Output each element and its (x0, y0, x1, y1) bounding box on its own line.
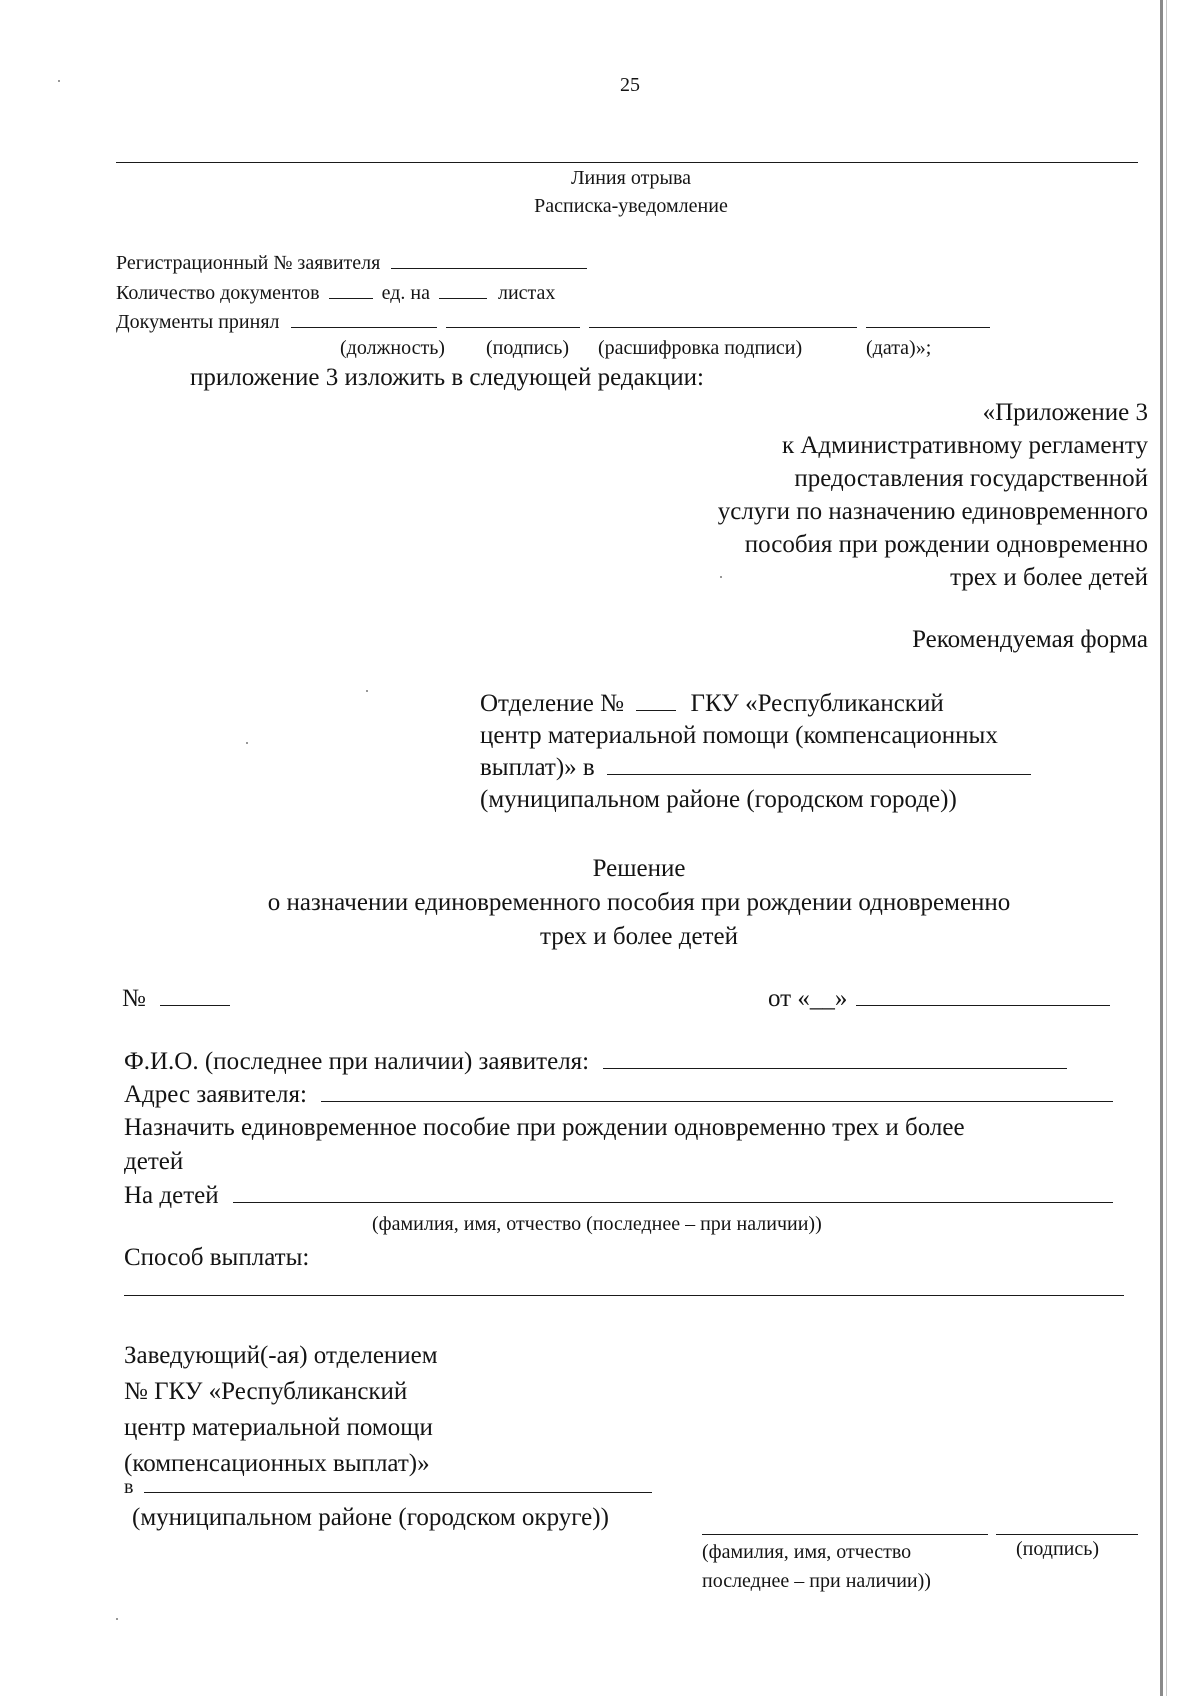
addressee-line-2: центр материальной помощи (компенсационных (480, 722, 998, 749)
doc-count-row (116, 282, 555, 305)
decision-title: Решение (592, 855, 686, 882)
signer-name-caption (702, 1538, 931, 1596)
appendix-header-line: пособия при рождении одновременно (744, 531, 1148, 558)
agency-name: ГКУ «Республиканский (690, 690, 944, 717)
decision-number-row (122, 985, 230, 1013)
signer-in-row (124, 1476, 652, 1499)
fio-label: Ф.И.О. (последнее при наличии) заявителя: (124, 1048, 590, 1075)
signer-signature-blank (996, 1534, 1138, 1535)
signer-title-line-4: (компенсационных выплат)» (124, 1450, 430, 1477)
scan-edge (1160, 0, 1163, 1696)
addressee-block (480, 688, 1031, 816)
address-label: Адрес заявителя: (124, 1081, 307, 1108)
scan-speck (246, 742, 248, 744)
addressee-line-4: (муниципальном районе (городском городе)) (480, 786, 957, 813)
scan-edge-secondary (1166, 0, 1167, 1696)
children-row (124, 1182, 1113, 1210)
signer-title-line-3: центр материальной помощи (124, 1414, 433, 1441)
children-blank (233, 1201, 1113, 1203)
page-number: 25 (620, 74, 640, 96)
decoding-caption: (расшифровка подписи) (598, 337, 803, 359)
accepted-label: Документы принял (116, 311, 280, 333)
address-row (124, 1081, 1113, 1109)
signer-title-line-1: Заведующий(-ая) отделением (124, 1342, 438, 1369)
receipt-title: Расписка-уведомление (534, 195, 728, 217)
position-blank (291, 326, 437, 328)
amendment-text: приложение 3 изложить в следующей редакции: (190, 364, 704, 391)
appendix-header-line: услуги по назначению единовременного (717, 498, 1148, 525)
position-caption: (должность) (340, 337, 445, 359)
appendix-header-line: к Административному регламенту (781, 432, 1148, 459)
assign-text-line-2: детей (124, 1148, 184, 1175)
department-label: Отделение № (480, 690, 624, 717)
decision-number-label: № (122, 985, 146, 1012)
signer-name-caption-line-2: последнее – при наличии)) (702, 1570, 931, 1592)
doc-count-label: Количество документов (116, 282, 320, 304)
tear-off-rule (116, 162, 1138, 163)
accepted-row (116, 311, 990, 334)
addressee-line-1 (480, 688, 1031, 720)
decision-date-blank (856, 1004, 1110, 1006)
reg-number-blank (391, 267, 587, 269)
appendix-header-line: предоставления государственной (794, 465, 1148, 492)
signature-block (124, 1338, 438, 1482)
signer-in-label: в (124, 1476, 134, 1498)
scan-speck (720, 576, 722, 578)
decision-subtitle-line-1: о назначении единовременного пособия при рождении одновременно (267, 889, 1011, 916)
signer-name-caption-line-1: (фамилия, имя, отчество (702, 1541, 912, 1563)
decision-heading (116, 852, 1162, 954)
children-caption: (фамилия, имя, отчество (последнее – при наличии)) (372, 1213, 822, 1235)
payment-blank (124, 1295, 1124, 1296)
decision-date-label: от «__» (768, 985, 848, 1012)
units-label: ед. на (381, 282, 430, 304)
appendix-header-line: трех и более детей (950, 564, 1148, 591)
appendix-header (718, 396, 1148, 594)
signer-signature-caption: (подпись) (1016, 1538, 1100, 1560)
date-caption: (дата)»; (866, 337, 932, 359)
scan-speck (116, 1618, 118, 1620)
appendix-header-line: «Приложение 3 (982, 399, 1148, 426)
signer-title-line-2: № ГКУ «Республиканский (124, 1378, 408, 1405)
scan-speck (366, 690, 368, 692)
scan-speck (58, 80, 60, 82)
doc-count-blank (329, 297, 373, 299)
decision-subtitle-line-2: трех и более детей (540, 923, 738, 950)
municipality-blank (607, 773, 1031, 775)
decision-number-blank (160, 1004, 230, 1006)
tear-line-label: Линия отрыва (570, 167, 692, 189)
signer-municipality-caption: (муниципальном районе (городском округе)) (132, 1504, 609, 1531)
signer-municipality-blank (144, 1491, 652, 1493)
assign-text-line-1: Назначить единовременное пособие при рождении одновременно трех и более (124, 1114, 965, 1141)
signer-name-blank (702, 1534, 988, 1535)
decoding-blank (589, 326, 857, 328)
decision-date-row (768, 985, 1110, 1013)
address-blank (321, 1100, 1113, 1102)
signature-caption: (подпись) (486, 337, 570, 359)
date-blank (866, 326, 990, 328)
sheets-count-blank (439, 297, 487, 299)
reg-number-row (116, 252, 587, 275)
children-label: На детей (124, 1182, 219, 1209)
payments-in-label: выплат)» в (480, 754, 595, 781)
addressee-line-3 (480, 752, 1031, 784)
department-number-blank (636, 709, 676, 711)
sheets-label: листах (498, 282, 556, 304)
fio-blank (603, 1067, 1067, 1069)
signature-blank (446, 326, 580, 328)
recommended-form: Рекомендуемая форма (912, 626, 1148, 653)
fio-row (124, 1048, 1067, 1076)
reg-number-label: Регистрационный № заявителя (116, 252, 381, 274)
payment-label: Способ выплаты: (124, 1244, 310, 1271)
